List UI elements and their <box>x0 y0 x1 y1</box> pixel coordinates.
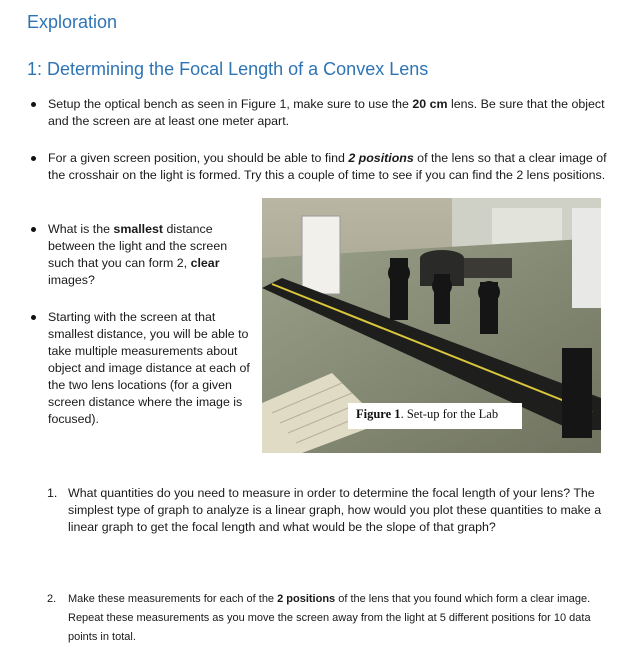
item-number: 1. <box>47 486 58 500</box>
figure-caption: Figure 1. Set-up for the Lab <box>348 403 522 429</box>
monitor <box>572 208 601 308</box>
bullet-dot-icon <box>31 102 36 107</box>
item-text: Make these measurements for each of the 2 positions of the lens that you found which form a clear image. Repeat these measurements as you move the screen away from the light at 5 different positions for 10 data points in total. <box>68 593 591 643</box>
bullet-text: What is the smallest distance between the light and the screen such that you can form 2, clear images? <box>48 222 228 287</box>
section-heading: Exploration <box>27 12 118 32</box>
bullet-text: Setup the optical bench as seen in Figure 1, make sure to use the 20 cm lens. Be sure that the object and the screen are at least one meter apart. <box>48 97 605 128</box>
subsection-heading: 1: Determining the Focal Length of a Convex Lens <box>27 59 429 79</box>
bullet-dot-icon <box>31 315 36 320</box>
bullet-text: For a given screen position, you should be able to find 2 positions of the lens so that a clear image of the crosshair on the light is formed. Try this a couple of time to see if you can find the 2 lens positions. <box>48 151 607 182</box>
item-number: 2. <box>47 593 57 605</box>
lab-setup-photo <box>262 198 601 453</box>
bullet-text: Starting with the screen at that smallest distance, you will be able to take multiple measurements about object and image distance at each of the two lens locations (for a given screen distance where the image is focused). <box>48 310 250 426</box>
screen-card <box>302 216 340 294</box>
bullet-dot-icon <box>31 227 36 232</box>
bullet-dot-icon <box>31 156 36 161</box>
item-text: What quantities do you need to measure in order to determine the focal length of your lens? The simplest type of graph to analyze is a linear graph, how would you plot these quantities to make a linear graph to get the focal length and what would be the slope of that graph? <box>68 486 602 534</box>
